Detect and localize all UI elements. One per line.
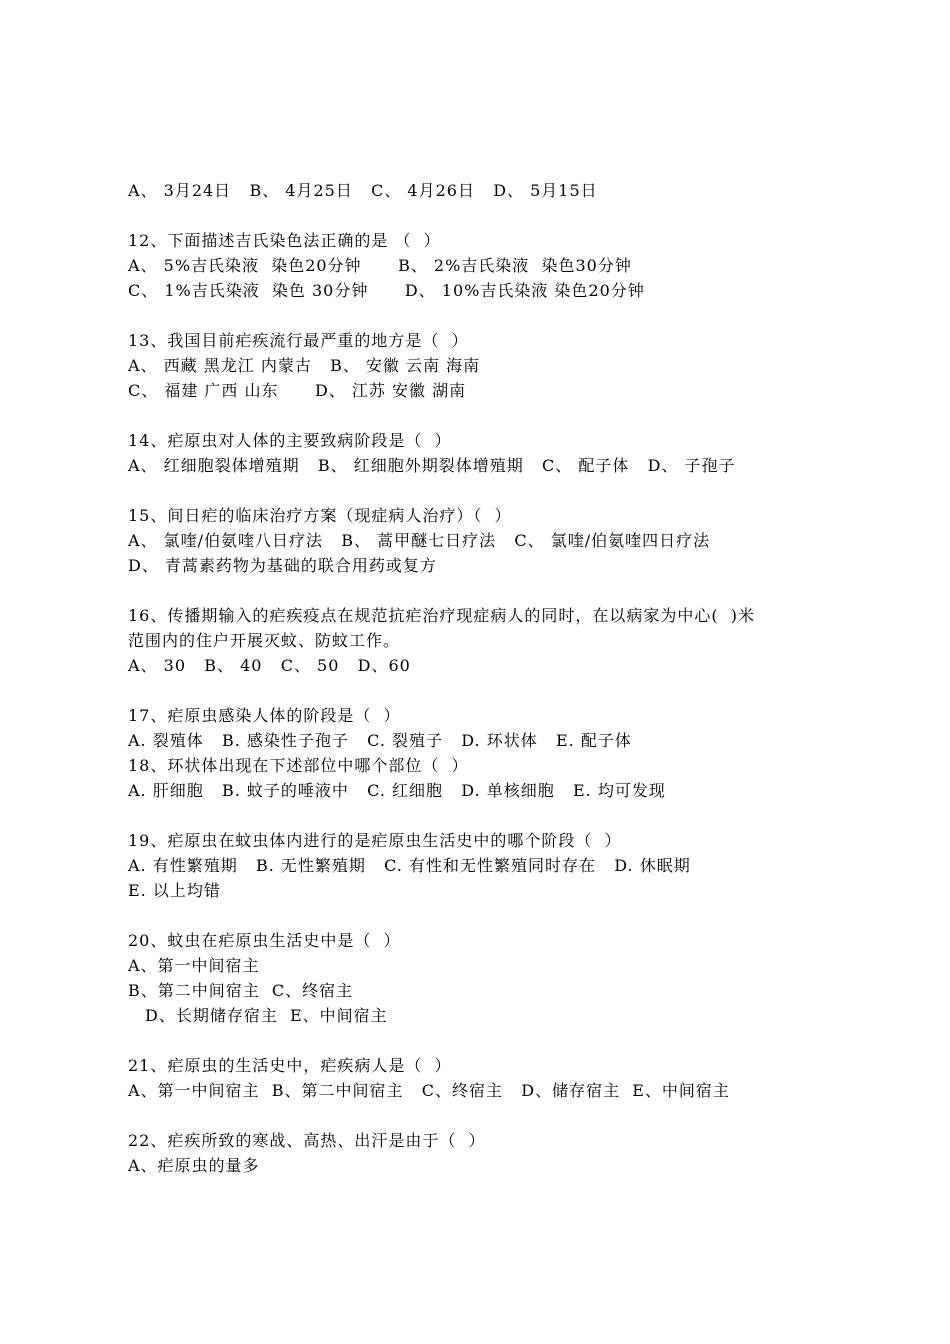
q15-options-abc: A、 氯喹/伯氨喹八日疗法 B、 蒿甲醚七日疗法 C、 氯喹/伯氨喹四日疗法 bbox=[128, 531, 711, 550]
q22-option-a: A、疟原虫的量多 bbox=[128, 1156, 260, 1175]
q20-question: 20、蚊虫在疟原虫生活史中是（ ） bbox=[128, 931, 401, 950]
q15-option-d: D、 青蒿素药物为基础的联合用药或复方 bbox=[128, 556, 437, 575]
q22-question: 22、疟疾所致的寒战、高热、出汗是由于（ ） bbox=[128, 1131, 486, 1150]
q12-options-ab: A、 5%吉氏染液 染色20分钟 B、 2%吉氏染液 染色30分钟 bbox=[128, 256, 632, 275]
q20-options-bc: B、第二中间宿主 C、终宿主 bbox=[128, 981, 354, 1000]
q17-question: 17、疟原虫感染人体的阶段是（ ） bbox=[128, 706, 401, 725]
spacer bbox=[128, 403, 838, 428]
q21-question: 21、疟原虫的生活史中，疟疾病人是（ ） bbox=[128, 1056, 452, 1075]
q16-question-line2: 范围内的住户开展灭蚊、防蚊工作。 bbox=[128, 631, 401, 650]
q15-question: 15、间日疟的临床治疗方案（现症病人治疗）（ ） bbox=[128, 506, 512, 525]
spacer bbox=[128, 578, 838, 603]
spacer bbox=[128, 678, 838, 703]
q12-question: 12、下面描述吉氏染色法正确的是 （ ） bbox=[128, 231, 441, 250]
q21-options: A、第一中间宿主 B、第二中间宿主 C、终宿主 D、储存宿主 E、中间宿主 bbox=[128, 1081, 730, 1100]
q19-option-e: E. 以上均错 bbox=[128, 881, 221, 900]
exam-questions bbox=[128, 178, 838, 1178]
q20-option-a: A、第一中间宿主 bbox=[128, 956, 260, 975]
spacer bbox=[128, 1028, 838, 1053]
q20-options-de: D、长期储存宿主 E、中间宿主 bbox=[145, 1006, 388, 1025]
q19-question: 19、疟原虫在蚊虫体内进行的是疟原虫生活史中的哪个阶段（ ） bbox=[128, 831, 622, 850]
q16-question-line1: 16、传播期输入的疟疾疫点在规范抗疟治疗现症病人的同时，在以病家为中心( )米 bbox=[128, 606, 756, 625]
spacer bbox=[128, 303, 838, 328]
q16-options: A、 30 B、 40 C、 50 D、60 bbox=[128, 656, 411, 675]
q19-options-abcd: A. 有性繁殖期 B. 无性繁殖期 C. 有性和无性繁殖同时存在 D. 休眠期 bbox=[128, 856, 691, 875]
q13-question: 13、我国目前疟疾流行最严重的地方是（ ） bbox=[128, 331, 469, 350]
spacer bbox=[128, 1103, 838, 1128]
q18-question: 18、环状体出现在下述部位中哪个部位（ ） bbox=[128, 756, 469, 775]
q11-options: A、 3月24日 B、 4月25日 C、 4月26日 D、 5月15日 bbox=[128, 181, 598, 200]
q18-options: A. 肝细胞 B. 蚊子的唾液中 C. 红细胞 D. 单核细胞 E. 均可发现 bbox=[128, 781, 666, 800]
q12-options-cd: C、 1%吉氏染液 染色 30分钟 D、 10%吉氏染液 染色20分钟 bbox=[128, 281, 645, 300]
q13-options-ab: A、 西藏 黑龙江 内蒙古 B、 安徽 云南 海南 bbox=[128, 356, 481, 375]
spacer bbox=[128, 903, 838, 928]
q17-options: A. 裂殖体 B. 感染性子孢子 C. 裂殖子 D. 环状体 E. 配子体 bbox=[128, 731, 632, 750]
q14-question: 14、疟原虫对人体的主要致病阶段是（ ） bbox=[128, 431, 452, 450]
spacer bbox=[128, 478, 838, 503]
spacer bbox=[128, 803, 838, 828]
q13-options-cd: C、 福建 广西 山东 D、 江苏 安徽 湖南 bbox=[128, 381, 467, 400]
spacer bbox=[128, 203, 838, 228]
q14-options: A、 红细胞裂体增殖期 B、 红细胞外期裂体增殖期 C、 配子体 D、 子孢子 bbox=[128, 456, 736, 475]
